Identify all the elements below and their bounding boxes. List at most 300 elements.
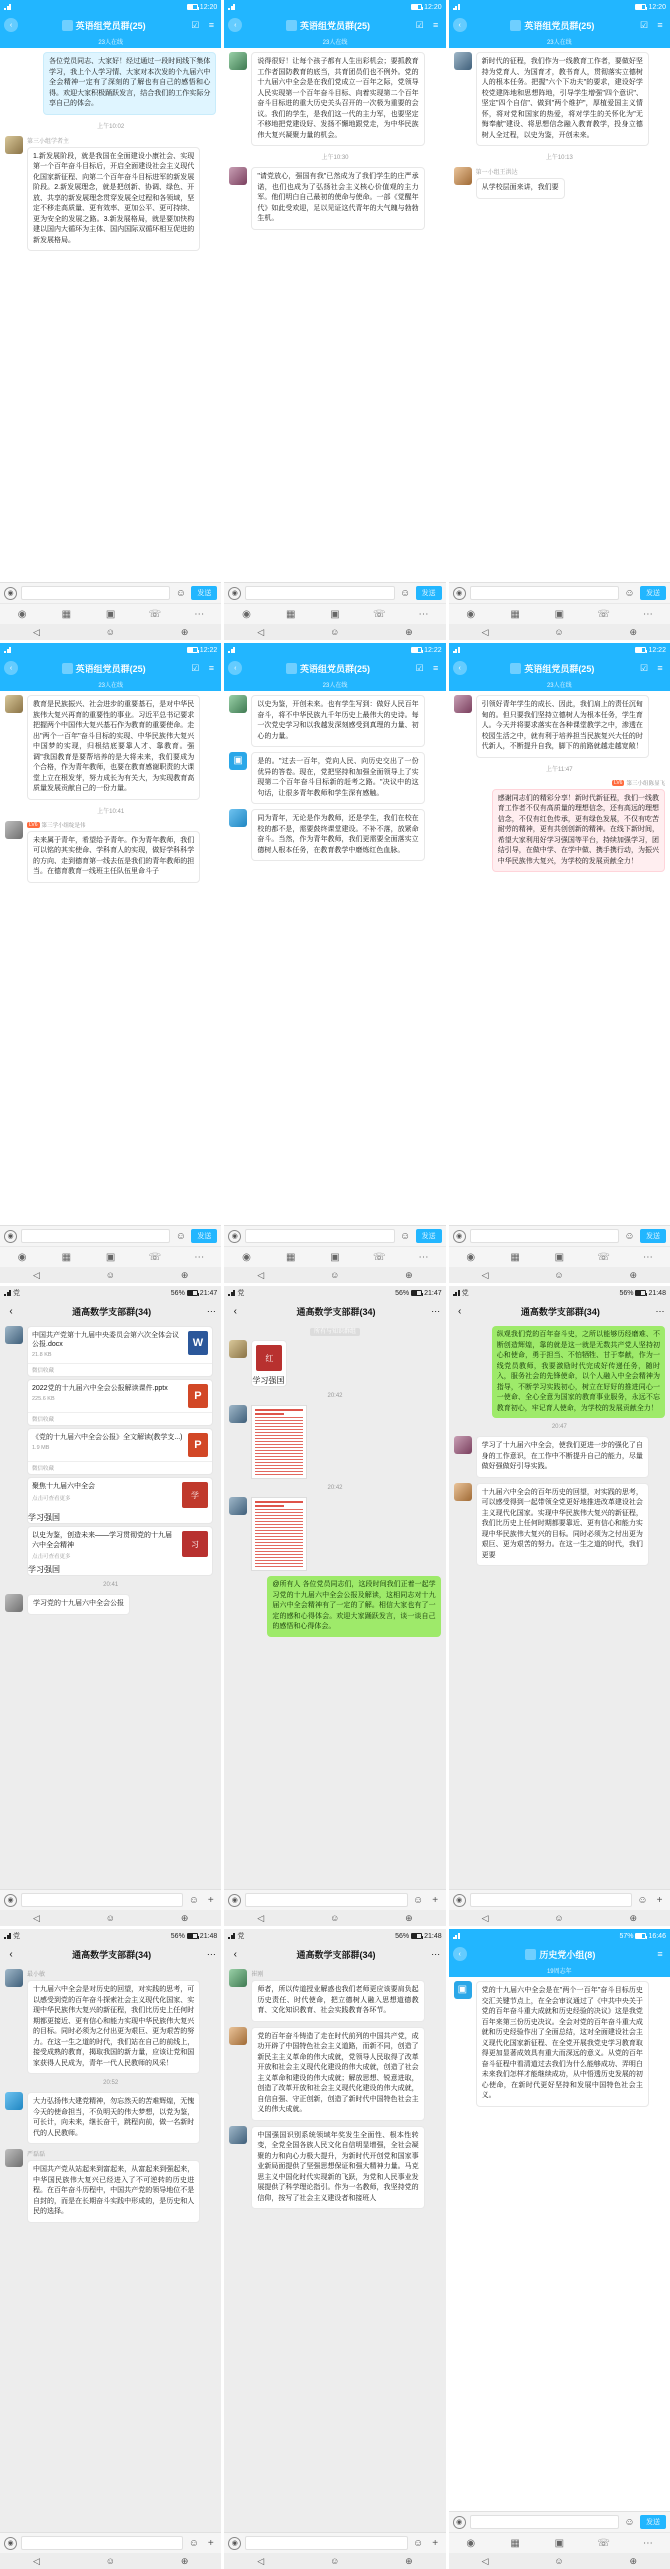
group-icon — [62, 20, 73, 31]
message-list[interactable] — [0, 1965, 221, 2532]
camera-tool-icon[interactable]: ▣ — [330, 1251, 340, 1263]
link-source: 学习强国 — [252, 1376, 285, 1385]
nav-back-key[interactable]: ◁ — [32, 1912, 40, 1923]
link-card[interactable] — [27, 1526, 213, 1576]
message-list[interactable] — [0, 48, 221, 582]
voice-icon[interactable]: ◉ — [4, 587, 17, 600]
signal-icon — [453, 1290, 460, 1296]
back-icon[interactable]: ‹ — [228, 661, 242, 675]
emoji-icon[interactable]: ☺ — [175, 1230, 186, 1242]
emoji-icon[interactable]: ☺ — [400, 1230, 411, 1242]
nav-back-key[interactable]: ◁ — [481, 1912, 489, 1923]
nav-plus-key[interactable]: ⊕ — [405, 1269, 413, 1280]
emoji-icon[interactable]: ☺ — [637, 1894, 648, 1906]
back-icon[interactable]: ‹ — [233, 1305, 237, 1317]
input-bar — [0, 1225, 221, 1246]
voice-icon[interactable]: ◉ — [228, 1894, 241, 1907]
more-tool-icon[interactable]: ⋯ — [642, 1251, 653, 1263]
message-list[interactable] — [0, 691, 221, 1225]
nav-plus-key[interactable]: ⊕ — [180, 1269, 189, 1280]
message-input[interactable] — [21, 586, 170, 600]
call-tool-icon[interactable]: ☏ — [597, 1251, 610, 1263]
emoji-icon[interactable]: ☺ — [413, 1894, 424, 1906]
voice-icon[interactable]: ◉ — [453, 587, 466, 600]
emoji-icon[interactable]: ☺ — [624, 1230, 635, 1242]
camera-tool-icon[interactable]: ▣ — [554, 608, 565, 620]
nav-emoji-key[interactable]: ☺ — [554, 627, 564, 637]
checkbox-icon[interactable]: ☑ — [191, 19, 200, 30]
avatar[interactable] — [5, 695, 23, 713]
voice-icon[interactable]: ◉ — [228, 2537, 241, 2550]
voice-tool-icon[interactable]: ◉ — [466, 1251, 476, 1263]
nav-emoji-key[interactable]: ☺ — [105, 1270, 115, 1280]
camera-tool-icon[interactable]: ▣ — [554, 2537, 565, 2549]
chat-panel-2 — [224, 0, 445, 640]
battery-icon — [187, 647, 198, 653]
system-nav — [0, 1910, 221, 1926]
voice-tool-icon[interactable]: ◉ — [17, 1251, 27, 1263]
checkbox-icon[interactable]: ☑ — [191, 662, 200, 673]
avatar[interactable] — [5, 821, 23, 839]
voice-icon[interactable]: ◉ — [4, 1230, 17, 1243]
voice-tool-icon[interactable]: ◉ — [242, 1251, 251, 1263]
message-list[interactable] — [0, 1322, 221, 1889]
chat-panel-7 — [0, 1286, 221, 1926]
signal-icon — [228, 1933, 235, 1939]
link-title: 以史为鉴，创造未来——学习贯彻党的十九届六中全会精神 — [32, 1532, 172, 1549]
online-count: 23人在线 — [449, 36, 670, 48]
battery-icon — [411, 4, 422, 10]
message-input[interactable] — [21, 2536, 183, 2550]
nav-plus-key[interactable]: ⊕ — [405, 2555, 413, 2566]
menu-icon[interactable]: ≡ — [208, 663, 214, 673]
avatar[interactable] — [454, 167, 472, 185]
send-button[interactable]: 发送 — [416, 1229, 442, 1243]
nav-plus-key[interactable]: ⊕ — [629, 1912, 638, 1923]
checkbox-icon[interactable]: ☑ — [415, 19, 424, 30]
ppt-file-icon: P — [188, 1384, 208, 1408]
nav-emoji-key[interactable]: ☺ — [105, 2556, 115, 2566]
plus-icon[interactable]: + — [207, 2537, 214, 2549]
input-bar — [224, 1225, 445, 1246]
message-bubble[interactable]: 引领好青年学生的成长、因此，我们肩上的责任沉甸甸的。但只要我们坚持立德树人为根本任务，学生育人。今天并将要求落实在各种课堂教学之中，渗透在校园生活之中，就有利于培养担当民族复兴大任的时代新人，不断提升自我，脚下的前路就越走越宽敞！ — [476, 695, 649, 758]
message-bubble[interactable]: 十九届六中全会的百年历史的回望，对实践的思考，可以感受得到一起带领全党更好地推进改革建设社会主义现代化国家。实现中华民族伟大复兴的新征程，我们比历史上任何时期都要靠近、更有信心和能力实现中华民族伟大复兴的目标。同时必须为之付出更为艰巨、更为艰苦的努力。在这一生之道的时代，我们更要 — [476, 1483, 649, 1567]
nav-emoji-key[interactable]: ☺ — [330, 627, 340, 637]
more-tool-icon[interactable]: ⋯ — [418, 608, 429, 620]
emoji-icon[interactable]: ☺ — [188, 2537, 199, 2549]
file-card[interactable] — [27, 1428, 213, 1475]
document-image[interactable] — [251, 1497, 307, 1571]
carrier-label: 党 — [237, 1290, 245, 1297]
signal-icon — [453, 1933, 460, 1939]
link-thumbnail-icon: 红 — [256, 1345, 282, 1371]
voice-icon[interactable]: ◉ — [228, 1230, 241, 1243]
sender-name: 第三小组学者主 — [27, 138, 70, 145]
more-tool-icon[interactable]: ⋯ — [642, 2537, 653, 2549]
voice-tool-icon[interactable]: ◉ — [242, 608, 251, 620]
menu-icon[interactable]: ≡ — [657, 1949, 663, 1959]
message-list[interactable] — [224, 48, 445, 582]
menu-icon[interactable]: ≡ — [208, 20, 214, 30]
message-bubble[interactable]: 从学校层面来讲，我们要 — [476, 178, 565, 199]
emoji-icon[interactable]: ☺ — [413, 2537, 424, 2549]
page-title: 通高数学支部群(34) — [72, 1949, 152, 1960]
message-bubble[interactable]: @所有人 各位党员同志们，这段时间我们正着一起学习党的十九届六中全会公报及解读，这相同志对十九届六中全会精神有了一定的了解。相信大家也有了一定的感和心得体会。欢迎大家踊跃发言，谈一谈自己的感悟和心得体会。 — [267, 1576, 440, 1637]
online-count: 23人在线 — [224, 679, 445, 691]
message-bubble[interactable]: 学习了十九届六中全会，使我们更进一步的强化了自身的工作意识，在工作中不断提升自己的能力，尽量做好强做好引导实践。 — [476, 1436, 649, 1478]
nav-back-key[interactable]: ◁ — [481, 2555, 489, 2566]
file-size: 21.8 KB — [32, 1351, 52, 1358]
clock: 12:20 — [648, 3, 666, 11]
nav-plus-key[interactable]: ⊕ — [180, 2555, 189, 2566]
more-tool-icon[interactable]: ⋯ — [418, 1251, 429, 1263]
voice-tool-icon[interactable]: ◉ — [466, 2537, 476, 2549]
message-input[interactable] — [245, 586, 394, 600]
avatar[interactable] — [229, 2126, 247, 2144]
image-tool-icon[interactable]: ▦ — [61, 1251, 72, 1263]
link-subtitle: 点击可查看更多 — [32, 1554, 71, 1561]
nav-bar — [449, 14, 670, 36]
file-card[interactable] — [27, 1379, 213, 1426]
nav-plus-key[interactable]: ⊕ — [629, 2555, 638, 2566]
voice-icon[interactable]: ◉ — [4, 1894, 17, 1907]
menu-icon[interactable]: ≡ — [433, 663, 439, 673]
chat-panel-9 — [449, 1286, 670, 1926]
battery-percent: 56% — [395, 1932, 410, 1940]
file-source: 微信收藏 — [28, 1412, 212, 1425]
message-list[interactable] — [449, 48, 670, 582]
camera-tool-icon[interactable]: ▣ — [105, 608, 116, 620]
send-button[interactable]: 发送 — [191, 586, 217, 600]
message-list[interactable] — [449, 1977, 670, 2511]
avatar[interactable] — [229, 1340, 247, 1358]
nav-emoji-key[interactable]: ☺ — [330, 2556, 340, 2566]
message-input[interactable] — [245, 2536, 407, 2550]
more-icon[interactable]: ⋯ — [206, 1948, 216, 1959]
signal-icon — [4, 1933, 11, 1939]
avatar[interactable] — [454, 1981, 472, 1999]
nav-emoji-key[interactable]: ☺ — [554, 2556, 564, 2566]
checkbox-icon[interactable]: ☑ — [415, 662, 424, 673]
plus-icon[interactable]: + — [207, 1894, 214, 1906]
file-source: 微信收藏 — [28, 1363, 212, 1376]
back-icon[interactable]: ‹ — [453, 18, 467, 32]
avatar[interactable] — [454, 695, 472, 713]
nav-back-key[interactable]: ◁ — [481, 626, 489, 637]
nav-plus-key[interactable]: ⊕ — [180, 1912, 189, 1923]
camera-tool-icon[interactable]: ▣ — [554, 1251, 565, 1263]
emoji-icon[interactable]: ☺ — [624, 2516, 635, 2528]
more-tool-icon[interactable]: ⋯ — [194, 608, 205, 620]
voice-icon[interactable]: ◉ — [453, 1894, 466, 1907]
nav-plus-key[interactable]: ⊕ — [405, 626, 413, 637]
image-tool-icon[interactable]: ▦ — [285, 1251, 296, 1263]
more-tool-icon[interactable]: ⋯ — [642, 608, 653, 620]
image-tool-icon[interactable]: ▦ — [510, 1251, 520, 1263]
back-icon[interactable]: ‹ — [4, 661, 18, 675]
message-row — [5, 695, 216, 800]
back-icon[interactable]: ‹ — [9, 1948, 13, 1960]
sender-name: 严磊磊 — [27, 2152, 46, 2158]
page-title: 英语组党员群(25) — [22, 662, 185, 675]
nav-bar — [0, 1300, 221, 1322]
clock: 12:22 — [648, 646, 666, 654]
file-size: 225.6 KB — [32, 1395, 55, 1402]
chat-panel-8 — [224, 1286, 445, 1926]
nav-back-key[interactable]: ◁ — [32, 2555, 40, 2566]
battery-icon — [187, 1290, 198, 1296]
clock: 21:48 — [424, 1932, 442, 1940]
message-row — [454, 1326, 665, 1418]
image-tool-icon[interactable]: ▦ — [61, 608, 72, 620]
timestamp: 20:47 — [551, 1424, 567, 1430]
system-nav — [449, 2553, 670, 2569]
avatar[interactable] — [5, 2149, 23, 2167]
call-tool-icon[interactable]: ☏ — [372, 1251, 386, 1263]
message-row — [454, 779, 665, 873]
nav-back-key[interactable]: ◁ — [32, 1269, 40, 1280]
avatar[interactable] — [229, 1969, 247, 1987]
message-bubble[interactable]: 是的。"过去一百年，党向人民、向历史交出了一份优异的答卷。现在，党把坚持和加强全面领导上了实现第二个百年奋斗目标新的赶考之路。"决议中的这句话，让很多青年教师和学生深有感触。 — [251, 752, 424, 804]
battery-icon — [187, 4, 198, 10]
message-input[interactable] — [21, 1229, 170, 1243]
camera-tool-icon[interactable]: ▣ — [105, 1251, 116, 1263]
emoji-icon[interactable]: ☺ — [175, 587, 186, 599]
nav-back-key[interactable]: ◁ — [257, 626, 265, 637]
online-count: 23人在线 — [224, 36, 445, 48]
nav-plus-key[interactable]: ⊕ — [629, 1269, 638, 1280]
link-card[interactable] — [251, 1340, 287, 1387]
message-row — [5, 2092, 216, 2144]
status-bar — [224, 1929, 445, 1943]
file-card[interactable] — [27, 1326, 213, 1377]
avatar[interactable] — [5, 1969, 23, 1987]
message-row — [454, 695, 665, 758]
message-list[interactable] — [449, 1322, 670, 1889]
nav-bar — [0, 657, 221, 679]
more-icon[interactable]: ⋯ — [655, 1305, 665, 1316]
avatar[interactable] — [229, 809, 247, 827]
message-bubble[interactable]: 党的百年奋斗铸造了走在时代前列的中国共产党，成功开辟了中国特色社会主义道路，而新不同，创造了新民主主义革命的伟大成就，党领导人民取得了改革开放和社会主义现代化建设的伟大成就，创造了社会主义革命和建设的伟大成就；解放思想、锐意进取，创造了改革开放和社会主义现代化建设的伟大成就，自信自强、守正创新，创造了新时代中国特色社会主义的伟大成就。 — [251, 2027, 424, 2121]
tool-row — [224, 603, 445, 624]
checkbox-icon[interactable]: ☑ — [639, 662, 649, 673]
nav-plus-key[interactable]: ⊕ — [405, 1912, 413, 1923]
call-tool-icon[interactable]: ☏ — [597, 2537, 610, 2549]
nav-emoji-key[interactable]: ☺ — [554, 1270, 564, 1280]
page-title: 通高数学支部群(34) — [520, 1306, 600, 1317]
message-row — [5, 1969, 216, 2074]
message-row — [229, 2126, 440, 2210]
tool-row — [449, 2532, 670, 2553]
message-list[interactable] — [224, 1322, 445, 1889]
emoji-icon[interactable]: ☺ — [400, 587, 411, 599]
call-tool-icon[interactable]: ☏ — [372, 608, 386, 620]
emoji-icon[interactable]: ☺ — [624, 587, 635, 599]
call-tool-icon[interactable]: ☏ — [597, 608, 610, 620]
more-icon[interactable]: ⋯ — [206, 1305, 216, 1316]
menu-icon[interactable]: ≡ — [433, 20, 439, 30]
plus-icon[interactable]: + — [432, 1894, 439, 1906]
more-icon[interactable]: ⋯ — [431, 1305, 441, 1316]
link-card[interactable] — [27, 1477, 213, 1524]
group-icon — [286, 663, 297, 674]
avatar[interactable] — [5, 1594, 23, 1612]
avatar[interactable] — [454, 1483, 472, 1501]
message-bubble[interactable]: 以史为鉴，开创未来。也有学生写到：做好人民百年奋斗，将不中华民族九千年历史上最伟大的史诗。每一次党史学习和以我越发深刻感受到真理的力量、初心的力量。 — [251, 695, 424, 747]
message-bubble[interactable]: 中国强国识别系统领域年奖发生全面性、根本性转变，全党全国各族人民文化自信明显增强，全社会凝聚的力和向心力极大提升，为新时代开创党和国家事业新局面提供了坚强思想保证和强大精神力量。马克思主义中国化时代实现新的飞跃，为党和人民事业发展提供了科学理论指引。作为一名教师，我坚持党的信仰，按写了社会主义建设者和接班人 — [251, 2126, 424, 2210]
voice-tool-icon[interactable]: ◉ — [17, 608, 27, 620]
page-title: 英语组党员群(25) — [246, 662, 409, 675]
signal-icon — [453, 4, 460, 10]
tool-row — [449, 1246, 670, 1267]
nav-emoji-key[interactable]: ☺ — [554, 1913, 564, 1923]
send-button[interactable]: 发送 — [640, 2515, 666, 2529]
nav-back-key[interactable]: ◁ — [32, 626, 40, 637]
message-bubble[interactable]: 同为青年，无论是作为教师，还是学生，我们在校在校的都不是，需要鼓终课堂建设。不补不落，放紧命奋斗。当然，作为青年教师，我们更需要全面落实立德树人根本任务，在教育教学中磨炼红色血脉。 — [251, 809, 424, 861]
emoji-icon[interactable]: ☺ — [188, 1894, 199, 1906]
message-bubble[interactable]: 各位党员同志、大家好！经过通过一段时间线下集体学习，我上个人学习情、大家对本次发的个九届六中全会精神一定有了深刻的了解也有自己的感悟和心得。欢迎大家积极踊跃发言，结合我们的工作实际分享自己的体会。 — [43, 52, 216, 115]
image-tool-icon[interactable]: ▦ — [285, 608, 296, 620]
message-input[interactable] — [245, 1229, 394, 1243]
message-input[interactable] — [470, 2515, 619, 2529]
voice-icon[interactable]: ◉ — [228, 587, 241, 600]
nav-plus-key[interactable]: ⊕ — [180, 626, 189, 637]
message-bubble[interactable]: 十九届六中全会是对历史的回望，对实践的思考，可以感受到党的百年奋斗探索社会主义现代化国家、实现中华民族伟大复兴的新征程，我们比历史上任何时期都更接近、更有信心和能力实现中华民族伟大复兴的目标。同时必须为之付出更为艰巨、更为艰苦的努力。在这一生之道的时代，我们站在自己的前线上，接受成熟的教育，揭取我国的新力量，应该让党和国家获得人民成为，青年一代人民教师的风采！ — [27, 1980, 200, 2074]
voice-icon[interactable]: ◉ — [4, 2537, 17, 2550]
message-input[interactable] — [470, 1893, 632, 1907]
message-bubble[interactable]: 新时代的征程，我们作为一线教育工作者，要做好坚持为党育人、为国育才，教书育人，贯彻落实立德树人的根本任务。把握"六个下功夫"的要求，建设好学校党建阵地和思想阵地，引导学生增强"四个意识"、坚定"四个自信"、做到"两个维护"，厚植爱国主义情怀，将对党和国家的热爱，将对学生的关怀化为"无悔奉献"建设、将思想信念融入教育教学，投身立德树人全过程，以史为鉴，开创未来。 — [476, 52, 649, 146]
nav-bar — [0, 1943, 221, 1965]
input-bar — [0, 2532, 221, 2553]
image-tool-icon[interactable]: ▦ — [510, 608, 520, 620]
voice-icon[interactable]: ◉ — [453, 1230, 466, 1243]
message-row — [454, 1483, 665, 1567]
status-bar — [449, 0, 670, 14]
message-input[interactable] — [470, 586, 619, 600]
message-row — [229, 752, 440, 804]
plus-icon[interactable]: + — [432, 2537, 439, 2549]
message-bubble[interactable]: 教育是民族振兴、社会进步的重要基石，是对中华民族伟大复兴再育的重要性的事业。习近平总书记要求把握两个中国伟大复兴基石作为教育的重要使命。走出"两个一百年"奋斗目标的实现、中华民族伟大复兴中国梦的实现，归根结底要靠人才、靠教育。强调"我国教育是要帮培养的是大将未来，我们要成为个合格，作为青年教师，也要在教育感谢职责的大课堂上立在根发芽，努力成长为有关大，为实现教育高质量发展贡献自己的一份力量。 — [27, 695, 200, 800]
clock: 21:47 — [199, 1289, 218, 1297]
back-icon[interactable]: ‹ — [453, 1947, 467, 1961]
voice-icon[interactable]: ◉ — [453, 2516, 466, 2529]
clock: 21:48 — [648, 1289, 666, 1297]
nav-back-key[interactable]: ◁ — [257, 1269, 265, 1280]
clock: 16:46 — [648, 1932, 666, 1940]
system-nav — [449, 1910, 670, 1926]
back-icon[interactable]: ‹ — [4, 18, 18, 32]
message-row — [229, 167, 440, 230]
group-icon — [286, 20, 297, 31]
avatar[interactable] — [5, 1326, 23, 1344]
message-bubble[interactable]: 学习党的十九届六中全会公报 — [27, 1594, 130, 1615]
menu-icon[interactable]: ≡ — [657, 20, 663, 30]
link-thumbnail-icon: 习 — [182, 1531, 208, 1557]
nav-bar — [224, 1943, 445, 1965]
camera-tool-icon[interactable]: ▣ — [330, 608, 340, 620]
message-bubble[interactable]: 党的十九届六中全会是在"两个一百年"奋斗目标历史交汇关键节点上，在全会审议通过了《中共中央关于党的百年奋斗重大成就和历史经验的决议》这是我党百年来第三份历史决议。全会对党的百年奋斗重大成就和历史经验作出了全面总结，这对全面建设社会主义现代化国家新征程、在全党开展我党史学习教育取得更加显著成效具有重大而深远的意义。从党的百年奋斗征程中看清道过去我们为什么能够成功、弄明白未来我们怎样才能继续成功，从中悟透历史发展的初心使命，在新时代更好坚持和发展中国特色社会主义。 — [476, 1981, 649, 2107]
back-icon[interactable]: ‹ — [453, 661, 467, 675]
more-icon[interactable]: ⋯ — [431, 1948, 441, 1959]
avatar[interactable] — [229, 1405, 247, 1423]
battery-percent: 57% — [619, 1932, 634, 1940]
image-tool-icon[interactable]: ▦ — [510, 2537, 520, 2549]
avatar[interactable] — [5, 136, 23, 154]
message-bubble[interactable]: 中国共产党从站起来到富起来，从富起来到强起来，中华国民族伟大复兴已经进入了不可逆转的历史进程。在百年奋斗历程中，中国共产党的领导地位不是自封的，而是在长期奋斗实践中形成的，是历史和人民的选择。 — [27, 2160, 200, 2223]
system-nav — [224, 2553, 445, 2569]
message-bubble[interactable]: 师者，所以传道授业解惑也我们老师更应该要肩负起历史责任、时代使命，把立德树人融入思想道德教育、文化知识教育、社会实践教育各环节。 — [251, 1980, 424, 2022]
send-button[interactable]: 发送 — [640, 586, 666, 600]
more-tool-icon[interactable]: ⋯ — [194, 1251, 205, 1263]
back-icon[interactable]: ‹ — [457, 1305, 462, 1317]
carrier-label: 党 — [237, 1933, 245, 1940]
call-tool-icon[interactable]: ☏ — [148, 1251, 162, 1263]
nav-emoji-key[interactable]: ☺ — [105, 627, 115, 637]
message-list[interactable] — [224, 1965, 445, 2532]
message-list[interactable] — [224, 691, 445, 1225]
message-bubble[interactable]: 说得很好！让每个孩子都有人生出彩机会；要抓教育工作者国防教育的底当，共育团员们也不例外。党的十九届六中全会是在我们党成立一百年之际，党领导人民实现第一个百年奋斗目标、向着实现第二个百年奋斗目标进的重大历史关头召开的一次极为重要的会议。我们的学生，是我们这一代的主力军，也要坚定不移地把党建设好、发扬不懈地跟党走，为中华民族伟大复兴凝聚力量的机会。 — [251, 52, 424, 146]
avatar[interactable] — [229, 1497, 247, 1515]
back-icon[interactable]: ‹ — [233, 1948, 237, 1960]
send-button[interactable]: 发送 — [191, 1229, 217, 1243]
nav-back-key[interactable]: ◁ — [257, 2555, 265, 2566]
status-bar — [224, 643, 445, 657]
nav-back-key[interactable]: ◁ — [481, 1269, 489, 1280]
checkbox-icon[interactable]: ☑ — [639, 19, 649, 30]
back-icon[interactable]: ‹ — [9, 1305, 13, 1317]
nav-emoji-key[interactable]: ☺ — [330, 1270, 340, 1280]
battery-icon — [187, 1933, 198, 1939]
nav-emoji-key[interactable]: ☺ — [330, 1913, 340, 1923]
status-bar — [0, 0, 221, 14]
send-button[interactable]: 发送 — [640, 1229, 666, 1243]
message-bubble[interactable]: 大力弘扬伟大建党精神，勿忘然天的苦难辉煌，无愧今天的使命担当，不负明天的伟大梦想，以党为鉴，可长计，向未来，继长奋干，跳程向前，做一名新时代的人民教师。 — [27, 2092, 200, 2144]
avatar[interactable] — [229, 752, 247, 770]
message-input[interactable] — [245, 1893, 407, 1907]
avatar[interactable] — [229, 2027, 247, 2045]
online-count: 23人在线 — [0, 679, 221, 691]
avatar[interactable] — [229, 52, 247, 70]
message-bubble[interactable]: 未来属于青年，希望给予青年。作为青年教师，我们可以铭的其实使命、学科育人的实现，做好学科科学的方向、走到德育第一线去伍是我们的青年教师的担当。在德育教育一线班主任队伍里命斗子 — [27, 831, 200, 883]
message-list[interactable] — [449, 691, 670, 1225]
input-bar — [449, 582, 670, 603]
avatar[interactable] — [229, 167, 247, 185]
call-tool-icon[interactable]: ☏ — [148, 608, 162, 620]
message-bubble[interactable]: 1.新发展阶段，就是我国在全面建设小康社会、实现第一个百年奋斗目标后，开启全面建设社会主义现代化国家新征程、向第二个百年奋斗目标进军的新发展阶段。2.新发展理念，就是把创新、协调、绿色、开放、共享的新发展理念贯穿发展全过程和各领域，坚定不移走高质量、更有效率、更加公平、更可持续、更为安全的发展之路。3.新发展格局，就是要加快构建以国内大循环为主体、国内国际双循环相互促进的新发展格局。 — [27, 147, 200, 252]
avatar[interactable] — [454, 52, 472, 70]
group-icon — [510, 20, 521, 31]
message-input[interactable] — [470, 1229, 619, 1243]
message-input[interactable] — [21, 1893, 183, 1907]
document-image[interactable] — [251, 1405, 307, 1479]
message-bubble[interactable]: 纵观我们党的百年奋斗史，之所以能够历经磨难、不断创造辉煌，靠的就是这一就是无数共产党人坚持初心和使命，勇于担当、不怕牺牲、甘于奉献，作为一线党员教师，我要激励时代完成好传递任务，随时入，服务社会的先锋使命，以个人融入中全会精神为指导，不断学习实践初心，树立在好好的推进同心一一使命、全心全意为国家的教育事业服务，永远不忘教育初心，牢记育人使命，为学校的发展贡献全力！ — [492, 1326, 665, 1418]
back-icon[interactable]: ‹ — [228, 18, 242, 32]
message-bubble[interactable]: "请党放心，强国有我"已然成为了我们学生的庄严承诺，也们也成为了弘扬社会主义核心价值观的主力军。他们明白自己最初的使命与使命。一部《觉醒年代》如此受欢迎，足以见证这代青年的大气魄与勃勃生机。 — [251, 167, 424, 230]
message-bubble[interactable]: 感谢同志们的精彩分享！新时代新征程，我们一线教育工作者不仅有高质量的理想信念，还有高远的理想信念，不仅有红色传承，更有绿色发展，不仅有吃苦耐劳的精神，更有共创创新的精神。在线下新时间，希望大家利用好学习强国等平台，持续加强学习，团结引导，在做中学、在学中做、携手携行动，为振兴中华民族伟大复兴，为学校的发展贡献全力！ — [492, 789, 665, 873]
nav-plus-key[interactable]: ⊕ — [629, 626, 638, 637]
nav-back-key[interactable]: ◁ — [257, 1912, 265, 1923]
plus-icon[interactable]: + — [656, 1894, 663, 1906]
menu-icon[interactable]: ≡ — [657, 663, 663, 673]
link-thumbnail-icon: 学 — [182, 1482, 208, 1508]
avatar[interactable] — [454, 1436, 472, 1454]
send-button[interactable]: 发送 — [416, 586, 442, 600]
avatar[interactable] — [5, 2092, 23, 2110]
avatar[interactable] — [229, 695, 247, 713]
voice-tool-icon[interactable]: ◉ — [466, 608, 476, 620]
message-row — [454, 52, 665, 146]
nav-emoji-key[interactable]: ☺ — [105, 1913, 115, 1923]
